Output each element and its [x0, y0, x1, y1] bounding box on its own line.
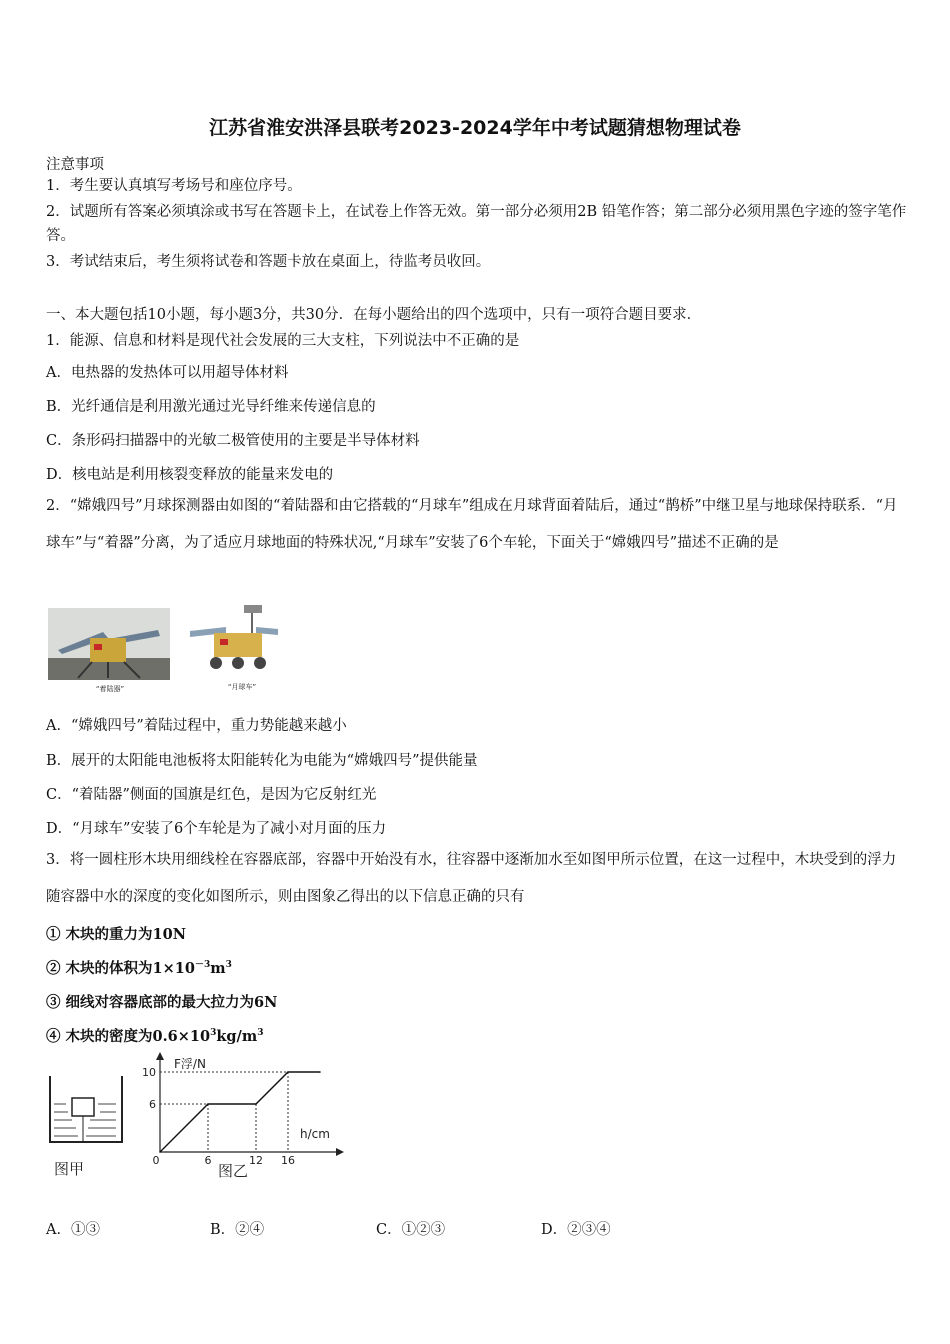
- x-tick-label: 16: [281, 1154, 295, 1167]
- q3-option-b: B．②④: [210, 1222, 265, 1238]
- q3-statement-2: [46, 957, 232, 978]
- q2-stem: 2．“嫦娥四号”月球探测器由如图的“着陆器和由它搭载的“月球车”组成在月球背面着陆后，通过“鹊桥”中继卫星与地球保持联系．“月球车”与“着器”分离，为了适应月球地面的特殊状况,“月球车”安装了6个车轮，下面关于“嫦娥四号”描述不正确的是: [46, 498, 898, 551]
- q2-option-d: D．“月球车”安装了6个车轮是为了减小对月面的压力: [46, 821, 387, 837]
- y-axis-arrow: [156, 1052, 164, 1060]
- section-heading: 一、本大题包括10小题，每小题3分，共30分．在每小题给出的四个选项中，只有一项符合题目要求．: [46, 307, 702, 323]
- q3-statement-4-unit: kg/m: [216, 1028, 258, 1045]
- rover-image: [186, 603, 286, 695]
- notice-item: 3．考试结束后，考生须将试卷和答题卡放在桌面上，待监考员收回。: [46, 254, 491, 270]
- q2-option-b: B．展开的太阳能电池板将太阳能转化为电能为“嫦娥四号”提供能量: [46, 753, 478, 769]
- x-axis-arrow: [336, 1148, 344, 1156]
- x-tick-label: 12: [249, 1154, 263, 1167]
- q3-statement-2-unit-exponent: 3: [225, 960, 232, 971]
- lander-caption: “着陆器”: [95, 685, 125, 693]
- figure-a-caption: 图甲: [54, 1160, 85, 1178]
- q1-option-a: A．电热器的发热体可以用超导体材料: [46, 365, 289, 381]
- q3-statement-2-unit: m: [210, 960, 226, 977]
- data-point: [287, 1071, 289, 1073]
- notice-heading: 注意事项: [46, 157, 104, 173]
- x-tick-label: 6: [204, 1154, 212, 1167]
- q3-statement-4-unit-exponent: 3: [257, 1028, 264, 1039]
- q1-option-d: D．核电站是利用核裂变释放的能量来发电的: [46, 467, 334, 483]
- series-line: [160, 1072, 320, 1152]
- q3-statement-3: ③ 细线对容器底部的最大拉力为6N: [46, 994, 278, 1011]
- q1-option-b: B．光纤通信是利用激光通过光导纤维来传递信息的: [46, 399, 376, 415]
- figure-container: [46, 1072, 130, 1182]
- notice-item: 1．考生要认真填写考场号和座位序号。: [46, 178, 302, 194]
- lander-image: [48, 608, 170, 694]
- notice-item: 2．试题所有答案必须填涂或书写在答题卡上，在试卷上作答无效。第一部分必须用2B 铅笔作答；第二部分必须用黑色字迹的签字笔作答。: [46, 204, 907, 244]
- rover-caption: “月球车”: [227, 683, 257, 691]
- figure-b-caption: 图乙: [218, 1162, 249, 1180]
- q1-stem: 1．能源、信息和材料是现代社会发展的三大支柱，下列说法中不正确的是: [46, 333, 520, 349]
- x-axis-label: h/cm: [300, 1127, 330, 1141]
- x-tick-label: 0: [152, 1154, 160, 1167]
- q1-option-c: C．条形码扫描器中的光敏二极管使用的主要是半导体材料: [46, 433, 420, 449]
- y-tick-label: 10: [142, 1066, 156, 1079]
- q3-statement-4: [46, 1025, 263, 1046]
- q3-statement-1: ① 木块的重力为10N: [46, 926, 186, 943]
- q3-statement-4-exponent: 3: [210, 1028, 217, 1039]
- q3-statement-2-exponent: －3: [194, 960, 211, 971]
- q3-statement-2-text: ② 木块的体积为1×10: [46, 960, 195, 977]
- data-point: [207, 1103, 209, 1105]
- q3-option-a: A．①③: [46, 1222, 100, 1238]
- q3-option-d: D．②③④: [541, 1222, 611, 1238]
- y-axis-label: F浮/N: [174, 1057, 206, 1071]
- q3-stem: 3．将一圆柱形木块用细线栓在容器底部，容器中开始没有水，往容器中逐渐加水至如图甲所示位置，在这一过程中，木块受到的浮力随容器中水的深度的变化如图所示，则由图象乙得出的以下信息正确的只有: [46, 852, 897, 905]
- q3-option-c: C．①②③: [376, 1222, 446, 1238]
- buoyancy-chart: [140, 1050, 350, 1182]
- y-tick-label: 6: [149, 1098, 156, 1111]
- q3-statement-4-text: ④ 木块的密度为0.6×10: [46, 1028, 211, 1045]
- data-point: [255, 1103, 257, 1105]
- q2-option-c: C．“着陆器”侧面的国旗是红色，是因为它反射红光: [46, 787, 377, 803]
- q2-option-a: A．“嫦娥四号”着陆过程中，重力势能越来越小: [46, 718, 347, 734]
- data-point: [319, 1071, 321, 1073]
- page-title: 江苏省淮安洪泽县联考2023-2024学年中考试题猜想物理试卷: [209, 117, 741, 139]
- data-point: [159, 1151, 161, 1153]
